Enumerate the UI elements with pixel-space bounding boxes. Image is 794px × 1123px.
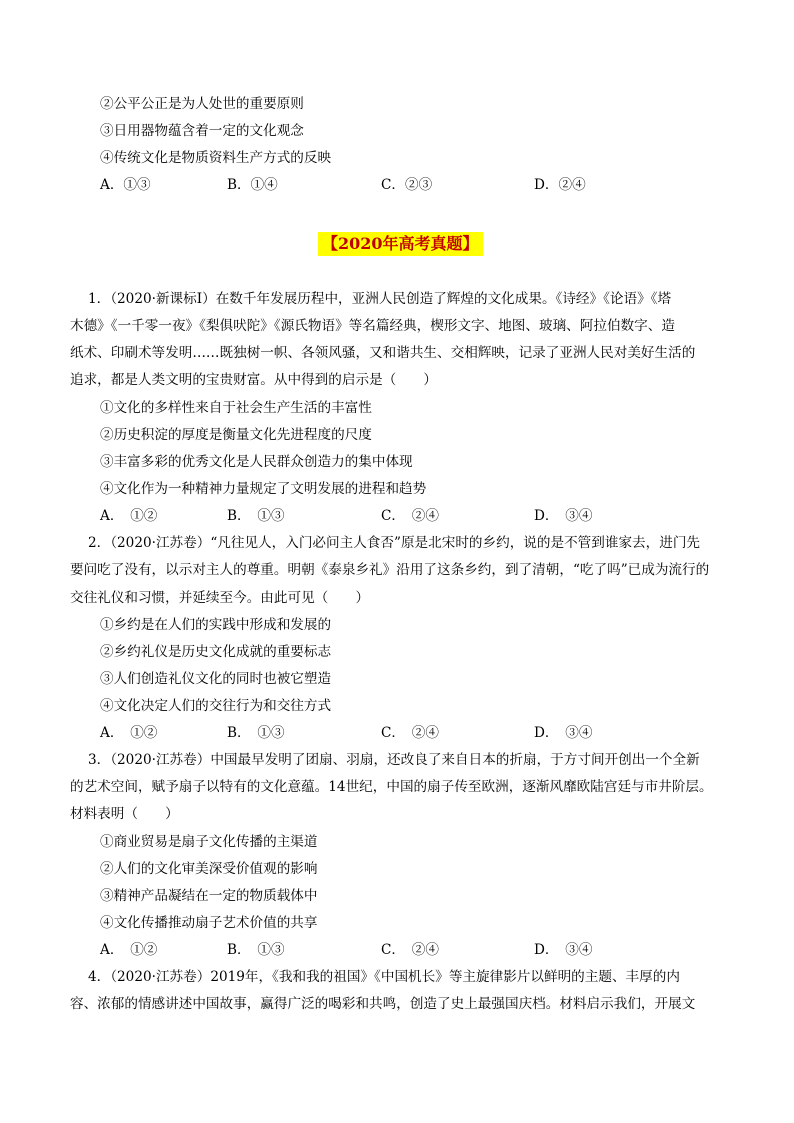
answer-options — [100, 176, 740, 194]
statement: ③日用器物蕴含着一定的文化观念 — [100, 123, 304, 139]
statement: ④文化作为一种精神力量规定了文明发展的进程和趋势 — [100, 481, 427, 497]
option-c: C． ②④ — [381, 942, 439, 958]
question-3-line: 的艺术空间，赋予扇子以特有的文化意蕴。14世纪，中国的扇子传至欧洲，逐渐风靡欧陆宫廷与市井阶层。 — [70, 779, 713, 795]
statement: ②人们的文化审美深受价值观的影响 — [100, 861, 318, 877]
answer-options — [100, 507, 740, 525]
question-4-line: 4．（2020·江苏卷）2019年，《我和我的祖国》《中国机长》等主旋律影片以鲜明的主题、丰厚的内 — [88, 969, 680, 985]
option-d: D． ③④ — [534, 725, 593, 741]
section-heading: 【2020年高考真题】 — [318, 232, 483, 256]
option-d: D．②④ — [534, 177, 586, 193]
option-c: C． ②④ — [381, 725, 439, 741]
option-c: C．②③ — [381, 177, 433, 193]
statement: ③人们创造礼仪文化的同时也被它塑造 — [100, 671, 332, 687]
option-d: D． ③④ — [534, 942, 593, 958]
statement: ④文化决定人们的交往行为和交往方式 — [100, 698, 332, 714]
option-b: B． ①③ — [227, 508, 285, 524]
question-1-line: 1．（2020·新课标Ⅰ）在数千年发展历程中，亚洲人民创造了辉煌的文化成果。《诗经》《论语》《塔 — [88, 291, 672, 307]
statement: ④文化传播推动扇子艺术价值的共享 — [100, 915, 318, 931]
question-4-line: 容、浓郁的情感讲述中国故事，赢得广泛的喝彩和共鸣，创造了史上最强国庆档。材料启示我们，开展文 — [70, 996, 696, 1012]
question-1-line: 木德》《一千零一夜》《梨俱吠陀》《源氏物语》等名篇经典，楔形文字、地图、玻璃、阿拉伯数字、造 — [70, 318, 675, 334]
question-1-line: 追求，都是人类文明的宝贵财富。从中得到的启示是（ ） — [70, 372, 438, 388]
question-3-line: 3．（2020·江苏卷）中国最早发明了团扇、羽扇，还改良了来自日本的折扇，于方寸间开创出一个全新 — [88, 752, 700, 768]
option-a: A． ①② — [100, 942, 158, 958]
question-3-line: 材料表明（ ） — [70, 806, 179, 822]
option-d: D． ③④ — [534, 508, 593, 524]
option-b: B． ①③ — [227, 942, 285, 958]
question-2-line: 2．（2020·江苏卷）“凡往见人，入门必问主人食否”原是北宋时的乡约，说的是不管到谁家去，进门先 — [88, 535, 701, 551]
answer-options — [100, 724, 740, 742]
statement: ①商业贸易是扇子文化传播的主渠道 — [100, 834, 318, 850]
statement: ④传统文化是物质资料生产方式的反映 — [100, 150, 332, 166]
statement: ②乡约礼仪是历史文化成就的重要标志 — [100, 644, 332, 660]
statement: ③丰富多彩的优秀文化是人民群众创造力的集中体现 — [100, 454, 413, 470]
statement: ①文化的多样性来自于社会生产生活的丰富性 — [100, 400, 372, 416]
statement: ②公平公正是为人处世的重要原则 — [100, 96, 304, 112]
question-1-line: 纸术、印刷术等发明……既独树一帜、各领风骚，又和谐共生、交相辉映，记录了亚洲人民对美好生活的 — [70, 345, 696, 361]
statement: ①乡约是在人们的实践中形成和发展的 — [100, 617, 332, 633]
option-b: B． ①③ — [227, 725, 285, 741]
answer-options — [100, 941, 740, 959]
question-2-line: 交往礼仪和习惯，并延续至今。由此可见（ ） — [70, 590, 370, 606]
statement: ③精神产品凝结在一定的物质载体中 — [100, 888, 318, 904]
option-a: A．①③ — [100, 177, 151, 193]
question-2-line: 要问吃了没有，以示对主人的尊重。明朝《泰泉乡礼》沿用了这条乡约，到了清朝，“吃了吗”已成为流行的 — [70, 562, 710, 578]
option-a: A． ①② — [100, 725, 158, 741]
statement: ②历史积淀的厚度是衡量文化先进程度的尺度 — [100, 427, 372, 443]
option-a: A． ①② — [100, 508, 158, 524]
option-b: B．①④ — [227, 177, 278, 193]
option-c: C． ②④ — [381, 508, 439, 524]
